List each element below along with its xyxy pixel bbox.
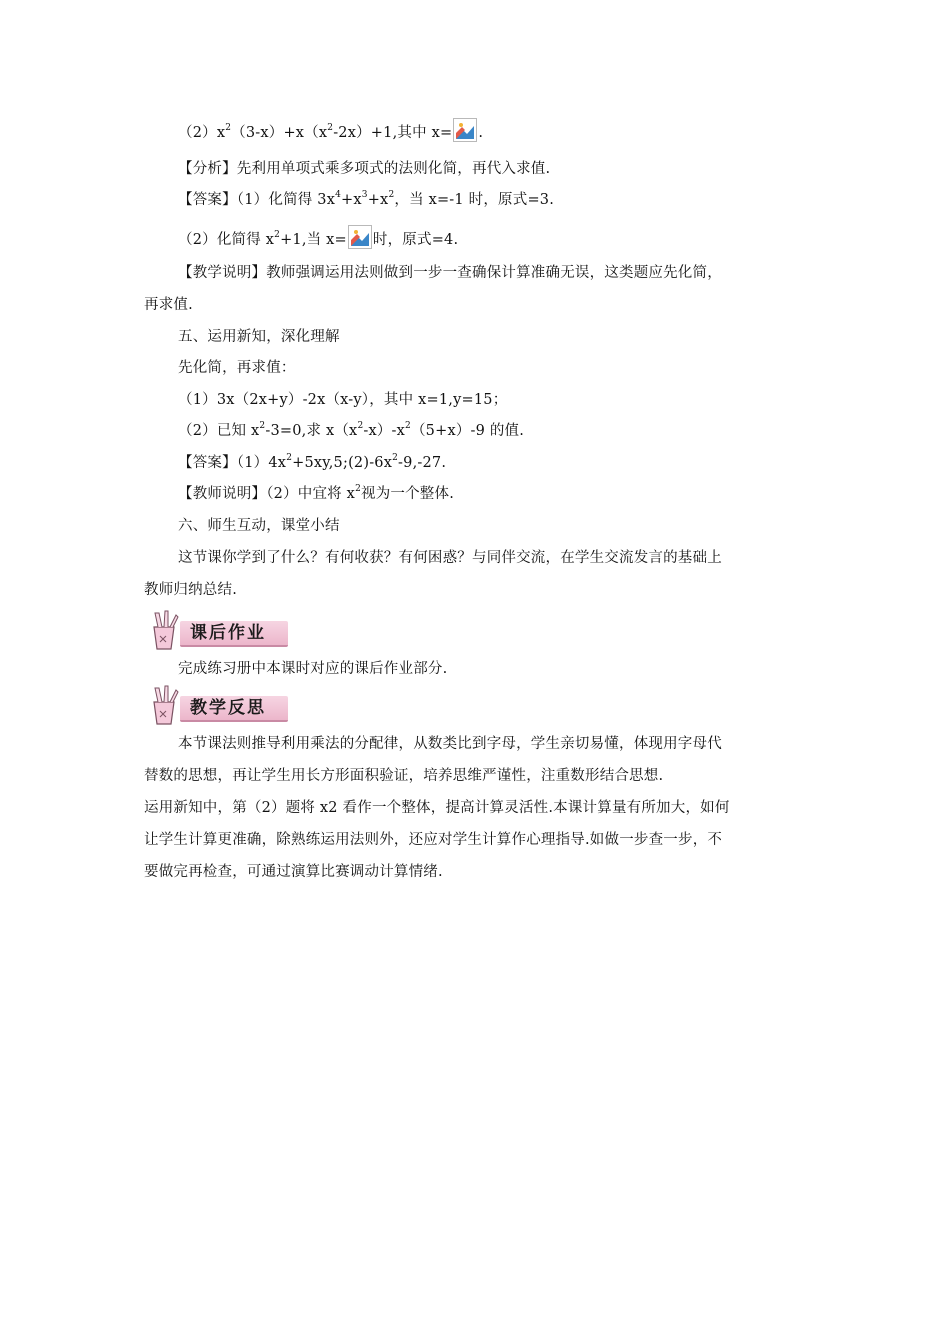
reflection-line-4: 让学生计算更准确，除熟练运用法则外，还应对学生计算作心理指导.如做一步查一步，不 [144,832,723,848]
homework-line: 完成练习册中本课时对应的课后作业部分. [178,661,448,677]
exponent: 2 [388,190,395,201]
exercise-line: （1）3x（2x+y）-2x（x-y），其中 x=1,y=15； [178,392,508,408]
text-segment: （3-x）+x（x [231,125,328,141]
text-segment: （2）已知 x [178,423,260,439]
exponent: 2 [259,421,266,432]
banner-title: 课后作业 [190,623,266,643]
summary-line-1: 这节课你学到了什么？有何收获？有何困惑？与同伴交流，在学生交流发言的基础上 [178,550,722,566]
text-segment: . [478,125,484,141]
text-segment: （5+x）-9 的值. [410,423,525,439]
section-6-heading: 六、师生互动，课堂小结 [178,518,340,534]
text-segment: +5xy,5;(2)-6x [292,455,393,471]
exercise-2-line [178,118,483,143]
text-segment: 【教师说明】（2）中宜将 x [178,486,356,502]
analysis-line: 【分析】先利用单项式乘多项式的法则化简，再代入求值. [178,161,551,177]
homework-banner [144,609,290,653]
text-segment: 时，原式=4. [372,232,459,248]
exponent: 2 [392,453,399,464]
text-segment: 视为一个整体. [361,486,455,502]
summary-line-2: 教师归纳总结. [144,582,238,598]
text-segment: ，当 x=-1 时，原式=3. [394,192,555,208]
text-segment: （2）x [178,125,226,141]
text-segment: 【答案】（1）4x [178,455,287,471]
exponent: 2 [274,230,281,241]
exponent: 2 [357,421,364,432]
broken-image-icon [348,225,372,249]
text-segment: -2x）+1,其中 x= [333,125,453,141]
text-segment: -9,-27. [398,455,447,471]
text-segment: （2）化简得 x [178,232,275,248]
teaching-note-line-2: 再求值. [144,297,193,313]
text-segment: -x）-x [363,423,406,439]
broken-image-icon [453,118,477,142]
section-5-heading: 五、运用新知，深化理解 [178,329,340,345]
pencil-cup-icon [144,609,188,653]
exponent: 4 [335,190,342,201]
reflection-line-2: 替数的思想，再让学生用长方形面积验证，培养思维严谨性，注重数形结合思想. [144,768,664,784]
text-segment: +x [341,192,362,208]
text-segment: 【答案】（1）化简得 3x [178,192,336,208]
exponent: 2 [225,123,232,134]
text-segment: -3=0,求 x（x [265,423,358,439]
reflection-line-1: 本节课法则推导利用乘法的分配律，从数类比到字母，学生亲切易懂，体现用字母代 [178,736,722,752]
pencil-cup-icon [144,684,188,728]
teacher-note-line [178,484,454,504]
answer-1-line [178,190,554,210]
text-segment: +1,当 x= [280,232,347,248]
text-segment: +x [367,192,389,208]
reflection-line-5: 要做完再检查，可通过演算比赛调动计算情绪. [144,864,443,880]
exponent: 2 [405,421,411,432]
exponent: 2 [327,123,334,134]
answer-line [178,453,446,473]
teaching-note-line-1: 【教学说明】教师强调运用法则做到一步一查确保计算准确无误，这类题应先化简， [178,265,722,281]
banner-title: 教学反思 [190,698,266,718]
exponent: 2 [286,453,293,464]
reflection-line-3: 运用新知中，第（2）题将 x2 看作一个整体，提高计算灵活性.本课计算量有所加大，如何 [144,800,730,816]
answer-2-line [178,225,458,250]
exponent: 2 [355,484,361,495]
exponent: 3 [361,190,368,201]
exercise-line [178,421,524,441]
reflection-banner [144,684,290,728]
simplify-prompt: 先化简，再求值： [178,360,296,376]
